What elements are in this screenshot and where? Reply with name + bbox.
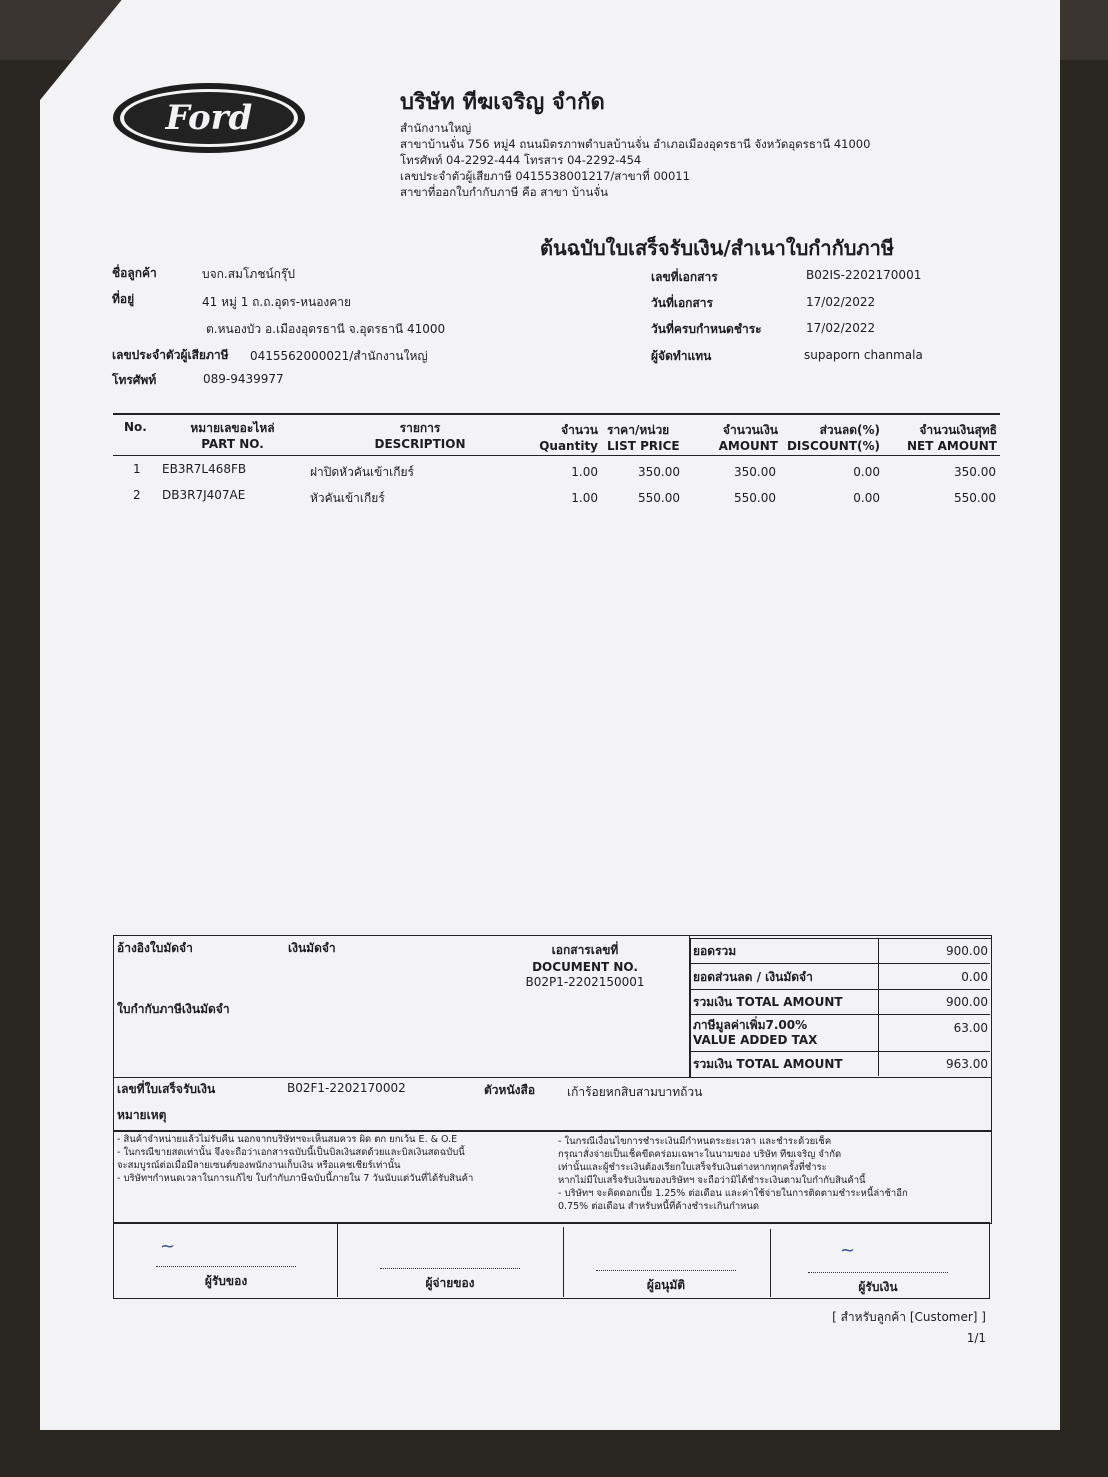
- company-branch: สาขาที่ออกใบกำกับภาษี คือ สาขา บ้านจั่น: [400, 185, 608, 199]
- col-no-header: No.: [124, 420, 147, 434]
- company-address-line: สำนักงานใหญ่: [400, 121, 472, 135]
- receiver-signature-mark: ~: [160, 1236, 176, 1257]
- customer-address-line1: 41 หมู่ 1 ถ.ถ.อุดร-หนองคาย: [202, 295, 352, 309]
- totals-col-divider: [878, 938, 879, 1076]
- document-title: ต้นฉบับใบเสร็จรับเงิน/สำเนาใบกำกับภาษี: [540, 236, 895, 260]
- customer-name: บจก.สมโภชน์กรุ๊ป: [202, 267, 295, 281]
- signature-label-payee: ผู้รับเงิน: [858, 1280, 898, 1294]
- signature-line: [596, 1270, 736, 1271]
- signature-line: [808, 1272, 948, 1273]
- doc-no-label: เลขที่เอกสาร: [651, 270, 718, 284]
- row-discount: 0.00: [853, 491, 880, 505]
- col-discount-header: ส่วนลด(%) DISCOUNT(%): [786, 423, 880, 453]
- document-no: B02P1-2202150001: [525, 975, 645, 989]
- customer-tax-id: 0415562000021/สำนักงานใหญ่: [250, 349, 428, 363]
- company-phone: โทรศัพท์ 04-2292-444 โทรสาร 04-2292-454: [400, 153, 642, 167]
- company-address-line: สาขาบ้านจั่น 756 หมู่4 ถนนมิตรภาพตำบลบ้านจั่น อำเภอเมืองอุดรธานี จังหวัดอุดรธานี 41000: [400, 137, 871, 151]
- vat-label: ภาษีมูลค่าเพิ่ม7.00% VALUE ADDED TAX: [693, 1018, 818, 1047]
- copy-label: [ สำหรับลูกค้า [Customer] ]: [832, 1310, 986, 1324]
- table-top-rule: [113, 413, 1000, 415]
- payee-signature-mark: ~: [840, 1240, 856, 1261]
- col-part-header: หมายเลขอะไหล่ PART NO.: [190, 421, 275, 451]
- signature-divider: [337, 1222, 338, 1297]
- company-tax-id: เลขประจำตัวผู้เสียภาษี 0415538001217/สาขาที่ 00011: [400, 169, 690, 183]
- row-discount: 0.00: [853, 465, 880, 479]
- col-net-header: จำนวนเงินสุทธิ NET AMOUNT: [906, 423, 997, 453]
- deposit-ref-label: อ้างอิงใบมัดจำ: [117, 941, 193, 955]
- subtotal-label: ยอดรวม: [693, 944, 737, 958]
- signature-line: [380, 1268, 520, 1269]
- signature-divider: [563, 1227, 564, 1297]
- doc-date-label: วันที่เอกสาร: [651, 296, 713, 310]
- col-price-header: ราคา/หน่วย LIST PRICE: [607, 423, 680, 453]
- signature-label-receiver: ผู้รับของ: [204, 1274, 248, 1288]
- grand-total-value: 963.00: [946, 1057, 988, 1071]
- row-part-no: EB3R7L468FB: [162, 462, 247, 476]
- totals-row-divider: [690, 1051, 990, 1052]
- vat-value: 63.00: [953, 1021, 988, 1035]
- table-header-rule: [113, 455, 1000, 456]
- company-name: บริษัท ทีฆเจริญ จำกัด: [400, 90, 605, 115]
- table-row: [0, 488, 1108, 508]
- row-amount: 350.00: [734, 465, 776, 479]
- agent-name: supaporn chanmala: [804, 348, 923, 362]
- customer-address-line2: ต.หนองบัว อ.เมืองอุดรธานี จ.อุดรธานี 41000: [206, 322, 446, 336]
- terms-right: - ในกรณีเงื่อนไขการชำระเงินมีกำหนดระยะเวลา และชำระด้วยเช็ค กรุณาสั่งจ่ายเป็นเช็คขีดคร่อมเฉพาะในนามของ บริษัท ทีฆเจริญ จำกัด เท่านั้นและผู้ชำระเงินต้องเรียกใบเสร็จรับเงินต่างหากทุกครั้งที่ชำระ หากไม่มีใบเสร็จรับเงินของบริษัทฯ จะถือว่ามิได้ชำระเงินตามใบกำกับสินค้านี้ - บริษัทฯ จะคิดดอกเบี้ย 1.25% ต่อเดือน และค่าใช้จ่ายในการติดตามชำระหนี้ล่าช้าอีก 0.75% ต่อเดือน สำหรับหนี้ที่ค้างชำระเกินกำหนด: [558, 1136, 908, 1212]
- col-amount-header: จำนวนเงิน AMOUNT: [718, 423, 778, 453]
- customer-phone: 089-9439977: [203, 372, 284, 386]
- subtotal-value: 900.00: [946, 944, 988, 958]
- row-net: 350.00: [954, 465, 996, 479]
- amount-words-label: ตัวหนังสือ: [484, 1083, 536, 1097]
- row-qty: 1.00: [571, 465, 598, 479]
- summary-divider: [113, 1077, 690, 1078]
- totals-row-divider: [690, 963, 990, 964]
- discount-total-value: 0.00: [961, 970, 988, 984]
- row-net: 550.00: [954, 491, 996, 505]
- signature-label-approver: ผู้อนุมัติ: [646, 1278, 686, 1292]
- total-amount-value: 900.00: [946, 995, 988, 1009]
- totals-row-divider: [690, 989, 990, 990]
- receipt-no-label: เลขที่ใบเสร็จรับเงิน: [117, 1082, 216, 1096]
- deposit-label: เงินมัดจำ: [288, 941, 336, 955]
- row-description: หัวคันเข้าเกียร์: [310, 491, 385, 505]
- table-row: [0, 462, 1108, 482]
- discount-total-label: ยอดส่วนลด / เงินมัดจำ: [693, 970, 813, 984]
- signature-label-dispatcher: ผู้จ่ายของ: [425, 1276, 475, 1290]
- row-no: 1: [133, 462, 141, 476]
- row-qty: 1.00: [571, 491, 598, 505]
- due-date-label: วันที่ครบกำหนดชำระ: [651, 322, 762, 336]
- row-price: 350.00: [638, 465, 680, 479]
- terms-left: - สินค้าจำหน่ายแล้วไม่รับคืน นอกจากบริษัทฯจะเห็นสมควร ผิด ตก ยกเว้น E. & O.E - ในกรณีขายสดเท่านั้น จึงจะถือว่าเอกสารฉบับนี้เป็นบิลเงินสดด้วยและบิลเงินสดฉบับนี้ จะสมบูรณ์ต่อเมื่อมีลายเซนต์ของพนักงานเก็บเงิน หรือแคชเชียร์เท่านั้น - บริษัทฯกำหนดเวลาในการแก้ไข ใบกำกับภาษีฉบับนี้ภายใน 7 วันนับแต่วันที่ได้รับสินค้า: [117, 1134, 474, 1184]
- page-number: 1/1: [966, 1331, 986, 1345]
- totals-row-divider: [690, 1014, 990, 1015]
- total-amount-label: รวมเงิน TOTAL AMOUNT: [693, 995, 843, 1009]
- customer-phone-label: โทรศัพท์: [112, 373, 157, 387]
- receipt-no: B02F1-2202170002: [287, 1081, 406, 1095]
- col-qty-header: จำนวน Quantity: [539, 423, 598, 453]
- row-part-no: DB3R7J407AE: [162, 488, 246, 502]
- signature-line: [156, 1266, 296, 1267]
- deposit-tax-label: ใบกำกับภาษีเงินมัดจำ: [117, 1002, 230, 1016]
- row-amount: 550.00: [734, 491, 776, 505]
- logo-wordmark: Ford: [165, 98, 253, 138]
- doc-date: 17/02/2022: [806, 295, 876, 309]
- grand-total-label: รวมเงิน TOTAL AMOUNT: [693, 1057, 843, 1071]
- customer-address-label: ที่อยู่: [112, 292, 135, 306]
- doc-no: B02IS-2202170001: [806, 268, 922, 282]
- remark-label: หมายเหตุ: [117, 1108, 167, 1122]
- row-description: ฝาปิดหัวคันเข้าเกียร์: [310, 465, 414, 479]
- customer-tax-label: เลขประจำตัวผู้เสียภาษี: [112, 348, 229, 362]
- signature-divider: [770, 1229, 771, 1297]
- document-no-label: เอกสารเลขที่ DOCUMENT NO.: [532, 943, 638, 974]
- agent-label: ผู้จัดทำแทน: [651, 349, 712, 363]
- ford-logo: [112, 82, 306, 154]
- due-date: 17/02/2022: [806, 321, 876, 335]
- row-no: 2: [133, 488, 141, 502]
- col-desc-header: รายการ DESCRIPTION: [374, 421, 466, 451]
- amount-words: เก้าร้อยหกสิบสามบาทถ้วน: [567, 1085, 703, 1099]
- customer-name-label: ชื่อลูกค้า: [112, 266, 157, 280]
- row-price: 550.00: [638, 491, 680, 505]
